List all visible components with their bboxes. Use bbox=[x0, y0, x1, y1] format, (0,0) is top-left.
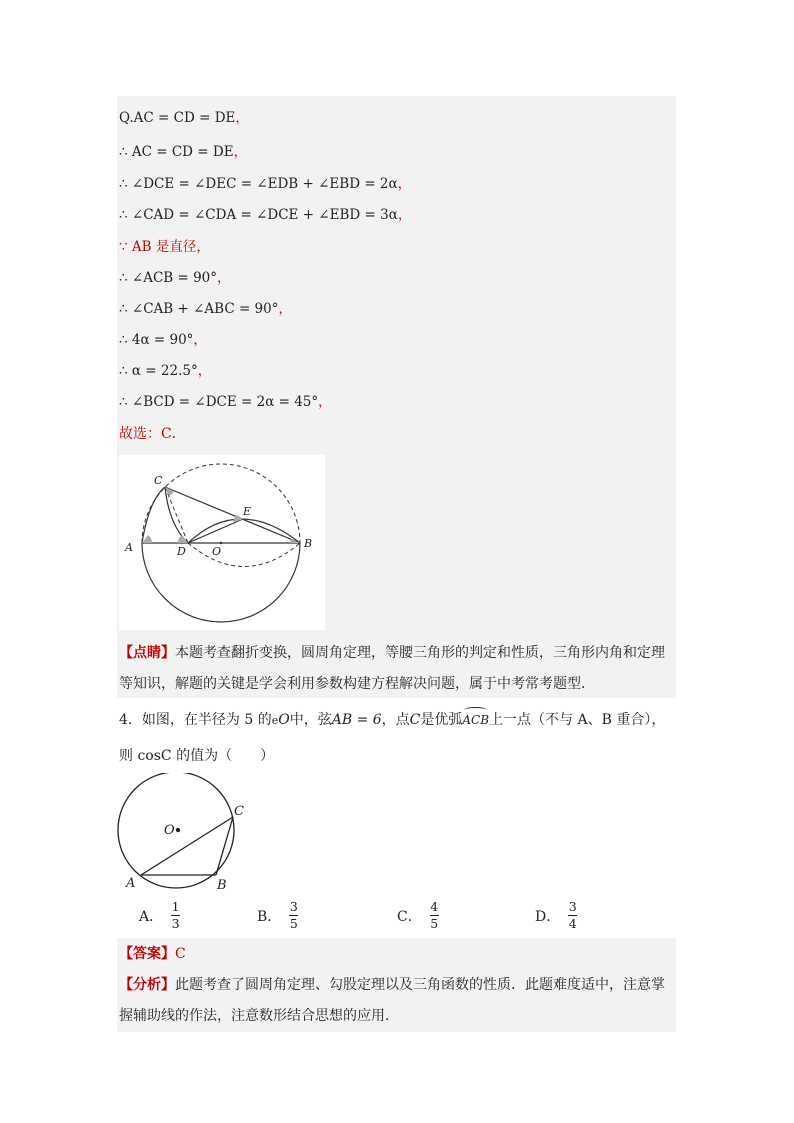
option-b-fraction bbox=[289, 900, 298, 931]
option-a-letter: A． bbox=[139, 908, 164, 925]
fig2-label-c: C bbox=[234, 804, 244, 819]
question-4-line-2: 则 cosC 的值为（ ） bbox=[119, 748, 275, 764]
answer-choice-line: 故选：C． bbox=[119, 426, 186, 442]
solution-line-4-suffix: ， bbox=[397, 207, 412, 223]
label-a: A bbox=[125, 541, 133, 554]
option-d[interactable] bbox=[535, 900, 577, 931]
analysis-text: 此题考查了圆周角定理、勾股定理以及三角函数的性质．此题难度适中，注意掌握辅助线的作法，注意数形结合思想的应用． bbox=[119, 977, 665, 1024]
option-c-den: 5 bbox=[430, 916, 439, 931]
geometry-figure-1 bbox=[119, 455, 325, 630]
label-d: D bbox=[177, 545, 186, 558]
solution-line-2-suffix: ， bbox=[233, 144, 248, 160]
question-text-4: 是优弧 bbox=[420, 712, 463, 728]
option-a-fraction bbox=[171, 900, 180, 931]
option-a-num: 1 bbox=[171, 899, 180, 914]
option-b[interactable] bbox=[257, 900, 298, 931]
answer-options bbox=[139, 900, 659, 936]
review-text: 本题考查翻折变换，圆周角定理，等腰三角形的判定和性质，三角形内角和定理等知识，解题的关键是学会利用参数构建方程解决问题，属于中考常考题型． bbox=[119, 645, 665, 692]
solution-line-7-suffix: ， bbox=[278, 301, 292, 317]
solution-line-10-text: ∴ ∠BCD = ∠DCE = 2α = 45° bbox=[119, 394, 319, 410]
point-c: C bbox=[409, 712, 421, 728]
solution-line-10-suffix: ， bbox=[318, 394, 332, 410]
question-text-2: 中，弦 bbox=[289, 712, 332, 728]
answer-tag: 【答案】 bbox=[119, 946, 175, 962]
solution-line-1 bbox=[119, 108, 249, 128]
solution-line-8 bbox=[119, 330, 207, 350]
option-b-letter: B． bbox=[257, 908, 282, 925]
solution-line-5-text: ∵ AB 是直径 bbox=[119, 239, 197, 255]
circle-name: O bbox=[278, 712, 290, 728]
answer-value: C bbox=[175, 946, 186, 962]
solution-line-2-text: ∴ AC = CD = DE bbox=[119, 144, 234, 160]
arc-acb: ACB bbox=[462, 710, 489, 730]
solution-line-5-suffix: ， bbox=[196, 239, 210, 255]
answer-line bbox=[119, 940, 675, 968]
solution-line-10 bbox=[119, 392, 332, 412]
solution-line-8-suffix: ， bbox=[193, 332, 207, 348]
solution-line-6-suffix: ， bbox=[217, 270, 231, 286]
question-text-3: ，点 bbox=[381, 712, 410, 728]
option-b-num: 3 bbox=[289, 899, 298, 914]
option-d-letter: D． bbox=[535, 908, 561, 925]
solution-line-9 bbox=[119, 361, 211, 381]
solution-line-4 bbox=[119, 205, 411, 225]
option-a-den: 3 bbox=[171, 916, 180, 931]
solution-line-1-suffix: ， bbox=[235, 110, 249, 126]
solution-line-4-text: ∴ ∠CAD = ∠CDA = ∠DCE + ∠EBD = 3α bbox=[119, 207, 398, 223]
option-a[interactable] bbox=[139, 900, 180, 931]
question-text-5: 上一点（不与 A、B 重合）， bbox=[489, 712, 666, 728]
fig2-label-b: B bbox=[217, 878, 227, 893]
solution-line-6-text: ∴ ∠ACB = 90° bbox=[119, 270, 218, 286]
solution-line-7 bbox=[119, 299, 292, 319]
solution-line-9-suffix: ， bbox=[197, 363, 212, 379]
question-text-1: 如图，在半径为 5 的 bbox=[141, 712, 272, 728]
label-o: O bbox=[212, 545, 222, 558]
fig2-label-o: O bbox=[164, 823, 175, 838]
center-dot bbox=[176, 828, 180, 832]
option-b-den: 5 bbox=[289, 916, 298, 931]
analysis-tag: 【分析】 bbox=[119, 977, 175, 993]
solution-line-1-text: Q.AC = CD = DE bbox=[119, 110, 236, 126]
question-4-line-1 bbox=[119, 710, 665, 731]
option-d-den: 4 bbox=[568, 916, 577, 931]
chord-expr: AB = 6 bbox=[331, 712, 382, 728]
option-c-fraction bbox=[430, 900, 439, 931]
solution-line-3-suffix: ， bbox=[397, 176, 412, 192]
label-b: B bbox=[304, 537, 313, 550]
option-d-fraction bbox=[568, 900, 577, 931]
review-note bbox=[119, 638, 675, 700]
option-c[interactable] bbox=[397, 900, 439, 931]
solution-line-2 bbox=[119, 142, 247, 162]
solution-line-9-text: ∴ α = 22.5° bbox=[119, 363, 198, 379]
label-c: C bbox=[154, 474, 163, 487]
question-number: 4． bbox=[119, 712, 142, 728]
solution-line-3 bbox=[119, 174, 411, 194]
review-tag: 【点睛】 bbox=[119, 645, 175, 661]
solution-line-3-text: ∴ ∠DCE = ∠DEC = ∠EDB + ∠EBD = 2α bbox=[119, 176, 398, 192]
analysis-note bbox=[119, 970, 675, 1032]
solution-line-8-text: ∴ 4α = 90° bbox=[119, 332, 194, 348]
label-e: E bbox=[243, 505, 252, 518]
geometry-figure-2 bbox=[116, 773, 256, 893]
fig2-label-a: A bbox=[126, 876, 136, 891]
solution-line-5 bbox=[119, 237, 210, 257]
solution-line-7-text: ∴ ∠CAB + ∠ABC = 90° bbox=[119, 301, 279, 317]
option-d-num: 3 bbox=[568, 899, 577, 914]
circle-symbol: e bbox=[271, 714, 279, 727]
center-point-o bbox=[220, 542, 223, 545]
option-c-num: 4 bbox=[430, 899, 439, 914]
option-c-letter: C． bbox=[397, 908, 422, 925]
solution-line-6 bbox=[119, 268, 231, 288]
